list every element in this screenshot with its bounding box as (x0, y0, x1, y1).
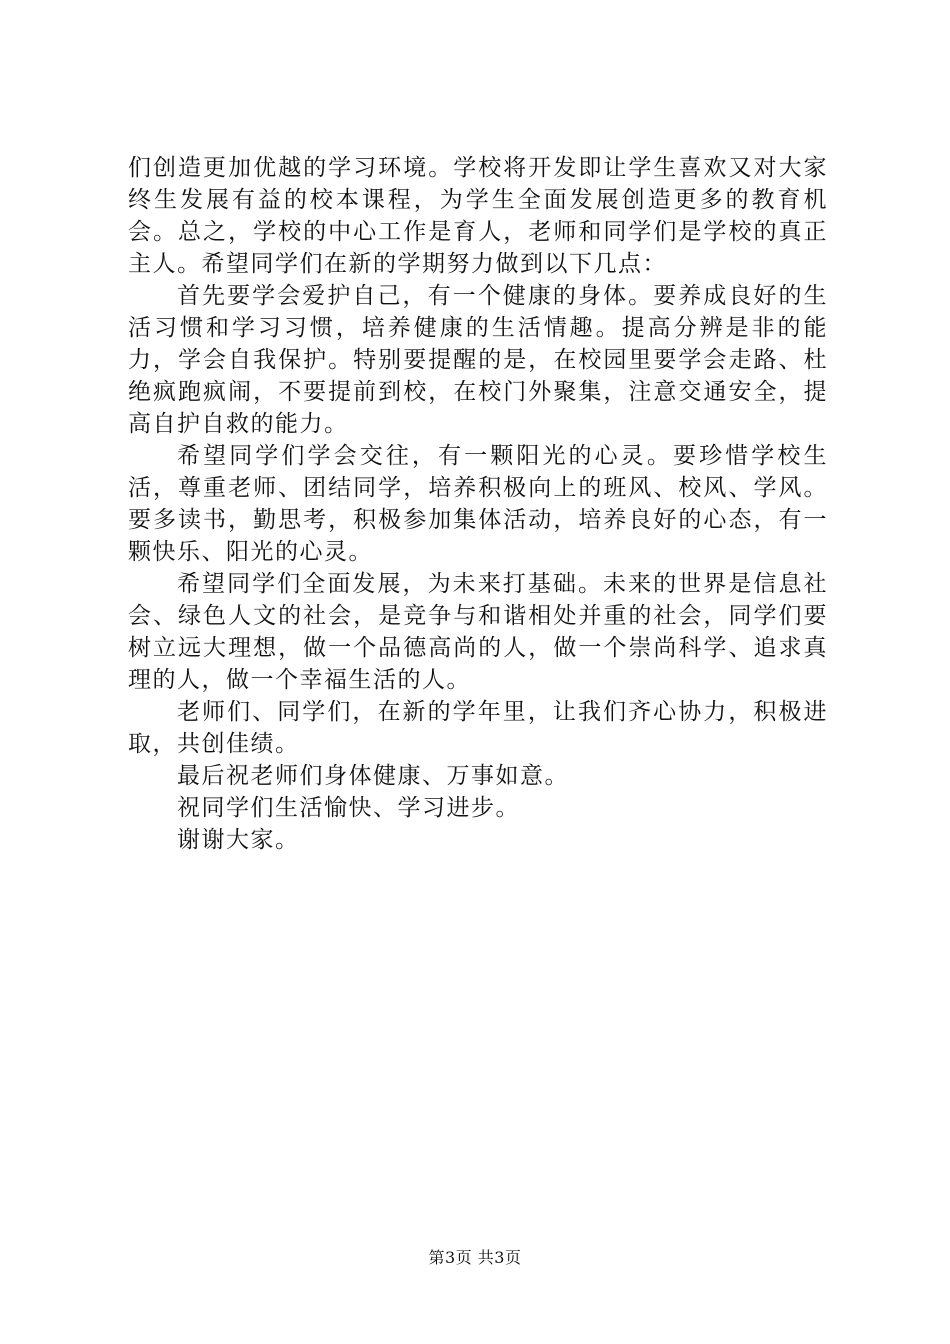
paragraph-1: 们创造更加优越的学习环境。学校将开发即让学生喜欢又对大家终生发展有益的校本课程，为学生全面发展创造更多的教育机会。总之，学校的中心工作是育人，老师和同学们是学校的真正主人。希望同学们在新的学期努力做到以下几点： (128, 155, 828, 277)
paragraph-2: 首先要学会爱护自己，有一个健康的身体。要养成良好的生活习惯和学习习惯，培养健康的生活情趣。提高分辨是非的能力，学会自我保护。特别要提醒的是，在校园里要学会走路、杜绝疯跑疯闹，不要提前到校，在校门外聚集，注意交通安全，提高自护自救的能力。 (128, 283, 828, 437)
paragraph-4: 希望同学们全面发展，为未来打基础。未来的世界是信息社会、绿色人文的社会，是竞争与和谐相处并重的社会，同学们要树立远大理想，做一个品德高尚的人，做一个崇尚科学、追求真理的人，做一个幸福生活的人。 (128, 571, 828, 693)
paragraph-5: 老师们、同学们，在新的学年里，让我们齐心协力，积极进取，共创佳绩。 (128, 699, 828, 757)
page-footer: 第3页 共3页 (428, 1248, 522, 1267)
document-body (128, 152, 828, 856)
paragraph-3: 希望同学们学会交往，有一颗阳光的心灵。要珍惜学校生活，尊重老师、团结同学，培养积极向上的班风、校风、学风。要多读书，勤思考，积极参加集体活动，培养良好的心态，有一颗快乐、阳光的心灵。 (128, 443, 828, 565)
paragraph-8: 谢谢大家。 (177, 827, 300, 853)
paragraph-6: 最后祝老师们身体健康、万事如意。 (177, 763, 569, 789)
paragraph-7: 祝同学们生活愉快、学习进步。 (177, 795, 520, 821)
